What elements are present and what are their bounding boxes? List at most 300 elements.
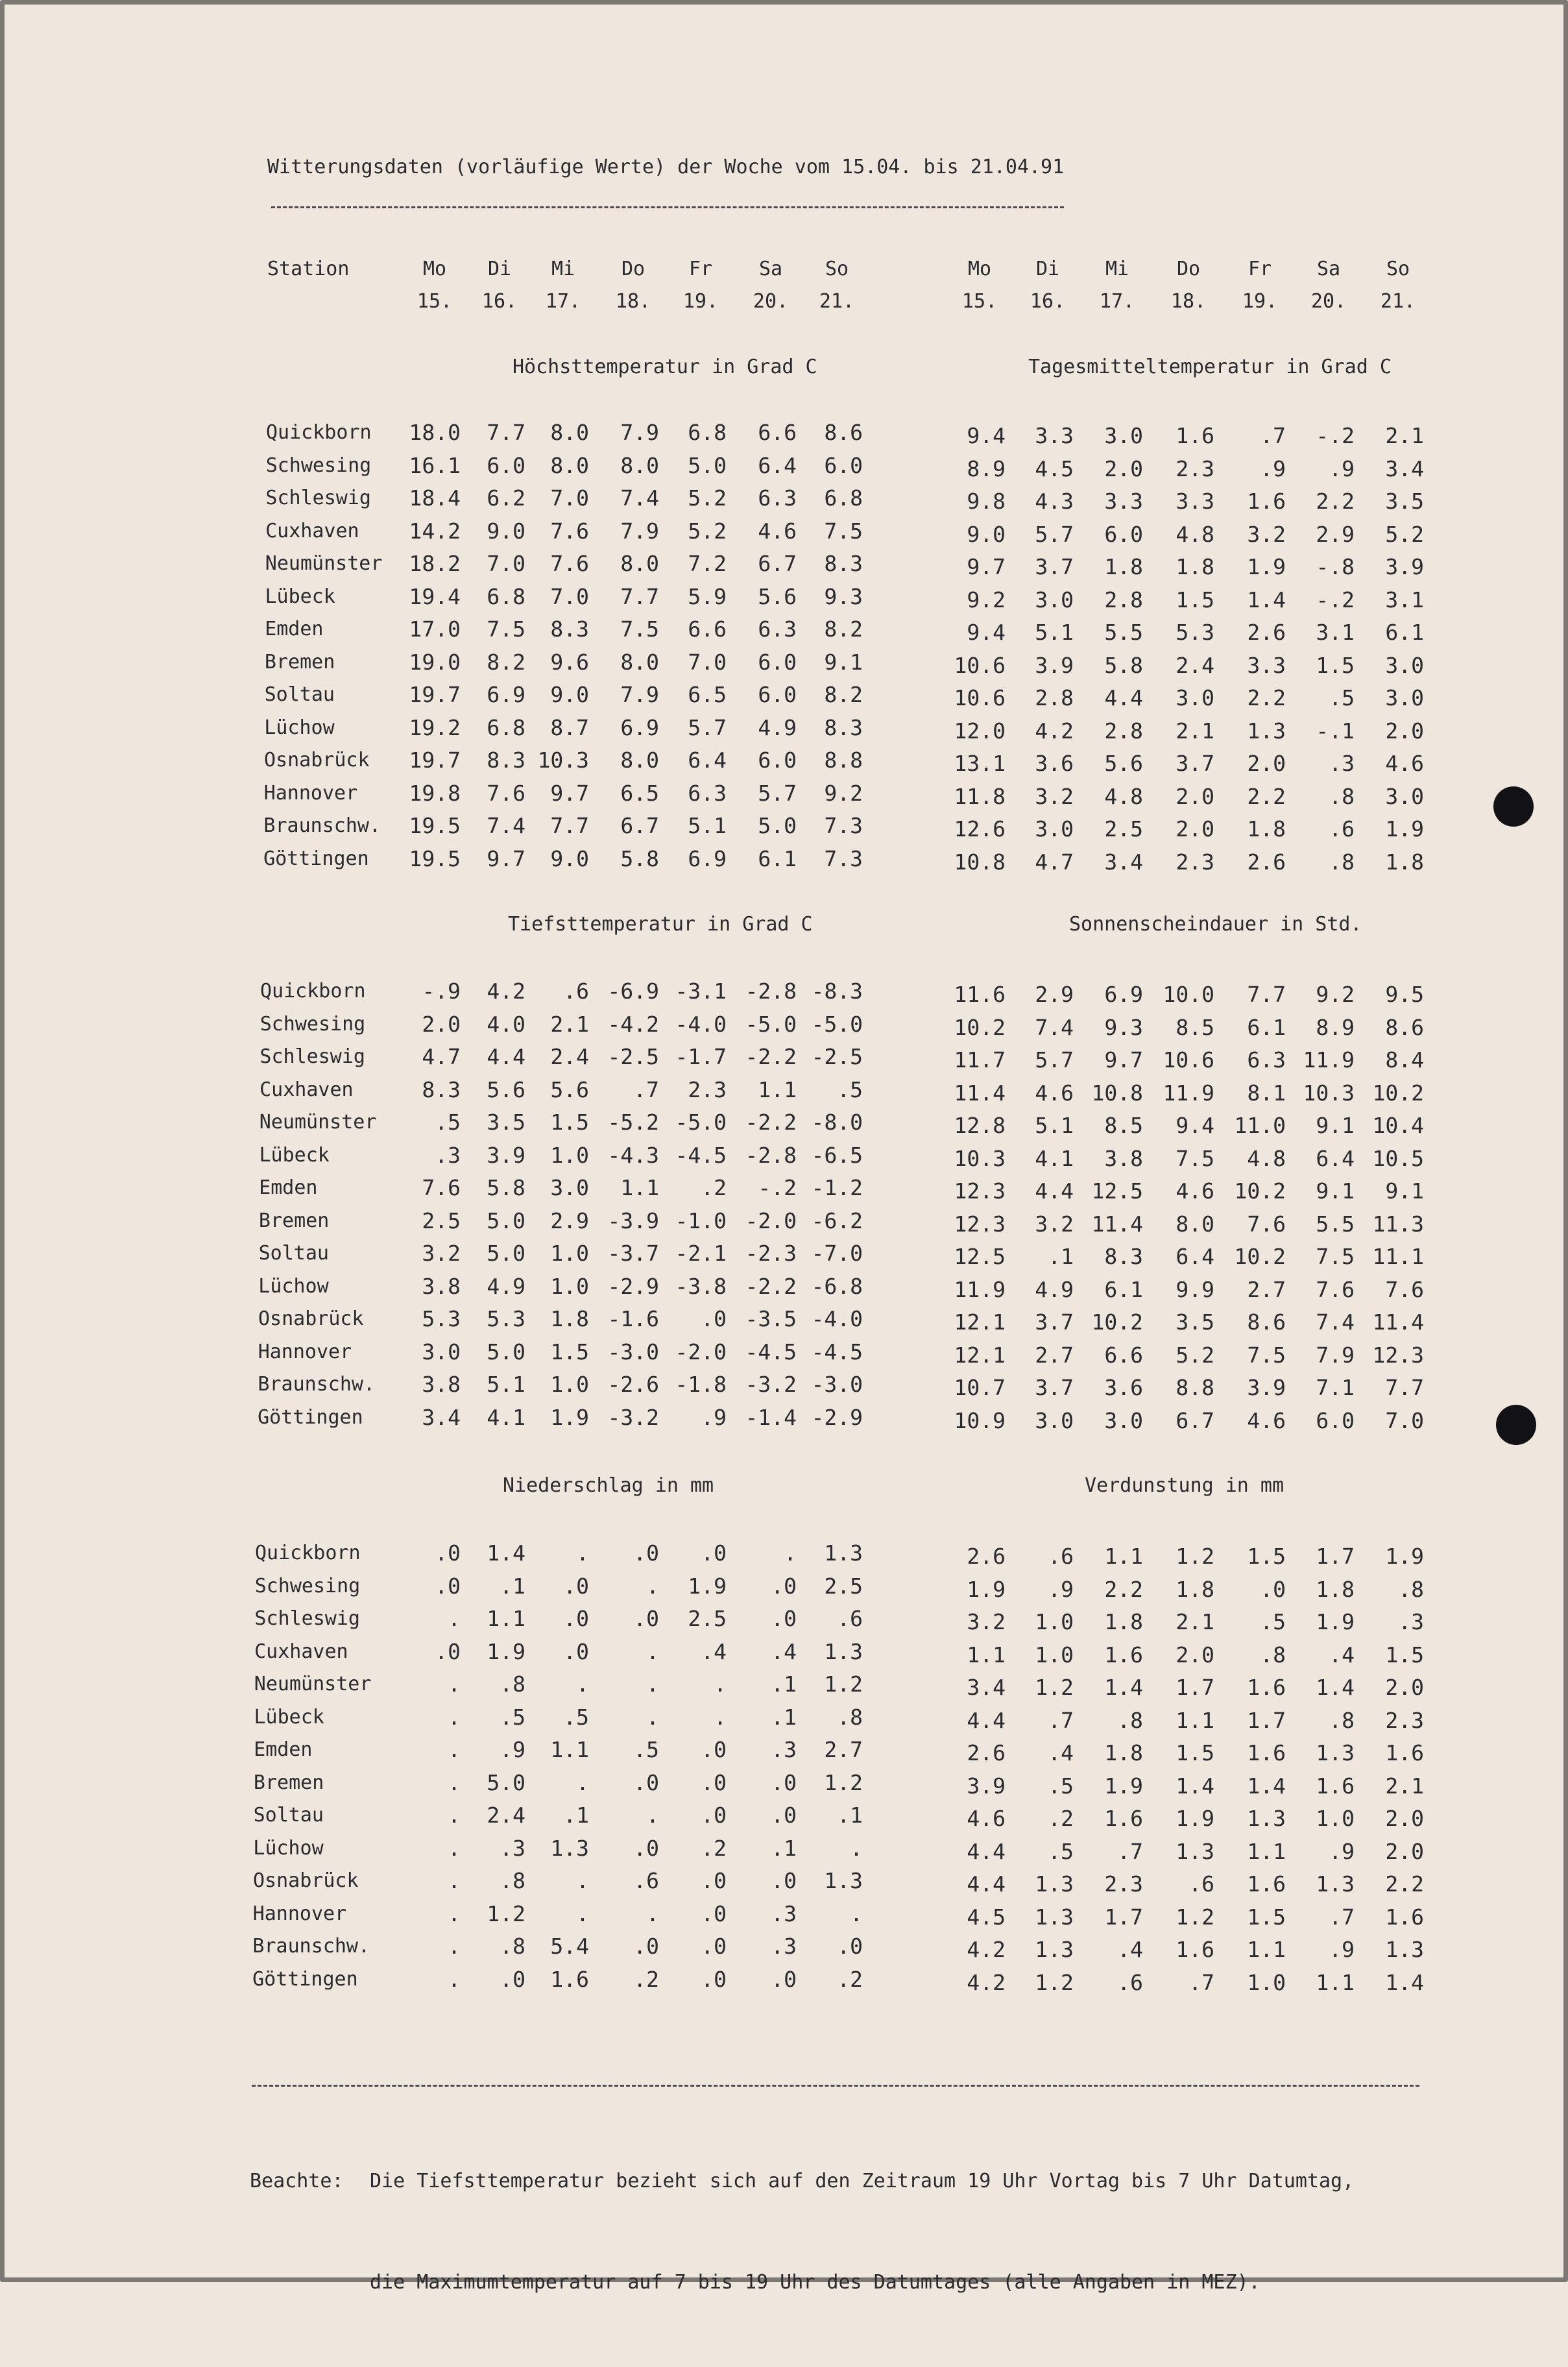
value-cell: .5 bbox=[633, 1737, 659, 1762]
value-cell: .0 bbox=[435, 1573, 461, 1599]
value-cell: 1.2 bbox=[1176, 1904, 1214, 1930]
value-cell: 3.0 bbox=[1385, 783, 1424, 809]
value-cell: 8.8 bbox=[1176, 1375, 1214, 1400]
value-cell: 8.3 bbox=[550, 616, 589, 642]
value-cell: 19.5 bbox=[409, 845, 461, 871]
value-cell: 6.4 bbox=[688, 747, 727, 773]
value-cell: 6.5 bbox=[620, 780, 659, 806]
value-cell: .2 bbox=[701, 1175, 727, 1200]
table-row bbox=[0, 1963, 1424, 1997]
value-cell: 8.0 bbox=[1176, 1211, 1214, 1237]
value-cell: .1 bbox=[1048, 1244, 1074, 1269]
value-cell: 3.8 bbox=[1104, 1145, 1143, 1171]
table-row bbox=[0, 646, 1424, 679]
value-cell: 1.6 bbox=[1247, 1740, 1286, 1766]
station-name: Cuxhaven bbox=[254, 1640, 348, 1663]
table-row bbox=[0, 1570, 1424, 1603]
value-cell: -6.2 bbox=[811, 1208, 863, 1233]
value-cell: -2.1 bbox=[675, 1241, 727, 1266]
value-cell: 7.7 bbox=[1385, 1375, 1424, 1400]
value-cell: 10.6 bbox=[954, 652, 1006, 678]
value-cell: 7.3 bbox=[824, 813, 863, 838]
date-header: 17. bbox=[1099, 290, 1135, 313]
value-cell: 2.4 bbox=[1176, 652, 1214, 678]
value-cell: 4.6 bbox=[1247, 1407, 1286, 1433]
value-cell: 2.0 bbox=[422, 1011, 461, 1037]
station-name: Soltau bbox=[258, 1242, 329, 1265]
value-cell: 2.6 bbox=[967, 1544, 1006, 1569]
value-cell: 3.2 bbox=[422, 1241, 461, 1266]
station-name: Osnabrück bbox=[253, 1869, 359, 1892]
value-cell: 12.5 bbox=[1091, 1178, 1143, 1204]
value-cell: .8 bbox=[500, 1868, 525, 1893]
value-cell: .5 bbox=[1260, 1609, 1286, 1634]
value-cell: 1.9 bbox=[1176, 1806, 1214, 1831]
value-cell: 3.5 bbox=[1176, 1309, 1214, 1335]
value-cell: 7.0 bbox=[550, 485, 589, 511]
value-cell: 7.4 bbox=[1035, 1014, 1074, 1040]
value-cell: 10.5 bbox=[1372, 1145, 1424, 1171]
station-name: Emden bbox=[265, 618, 324, 640]
value-cell: 4.6 bbox=[967, 1806, 1006, 1831]
value-cell: 2.6 bbox=[1247, 849, 1286, 875]
value-cell: 1.6 bbox=[1316, 1773, 1355, 1799]
value-cell: 3.0 bbox=[550, 1175, 589, 1200]
day-header: Do bbox=[621, 258, 645, 280]
station-name: Neumünster bbox=[259, 1111, 377, 1134]
value-cell: 3.0 bbox=[1035, 587, 1074, 613]
value-cell: 11.9 bbox=[1163, 1080, 1214, 1106]
value-cell: 3.7 bbox=[1035, 1309, 1074, 1335]
value-cell: .0 bbox=[771, 1769, 797, 1795]
value-cell: 3.6 bbox=[1035, 751, 1074, 776]
value-cell: -3.2 bbox=[607, 1404, 659, 1430]
value-cell: 5.7 bbox=[1035, 521, 1074, 547]
value-cell: 9.4 bbox=[967, 620, 1006, 645]
value-cell: .0 bbox=[701, 1934, 727, 1959]
value-cell: 1.9 bbox=[550, 1404, 589, 1430]
station-name: Braunschw. bbox=[258, 1373, 376, 1396]
value-cell: 10.7 bbox=[954, 1375, 1006, 1400]
value-cell: .7 bbox=[1260, 423, 1286, 448]
station-name: Quickborn bbox=[255, 1542, 361, 1564]
value-cell: 18.0 bbox=[409, 420, 461, 445]
footnote bbox=[250, 2097, 1354, 2367]
value-cell: 3.5 bbox=[487, 1110, 525, 1135]
value-cell: 4.3 bbox=[1035, 489, 1074, 514]
station-name: Lüchow bbox=[253, 1836, 324, 1860]
date-header: 15. bbox=[416, 290, 453, 313]
section-title-right: Tagesmitteltemperatur in Grad C bbox=[1028, 356, 1392, 378]
station-name: Braunschw. bbox=[252, 1935, 370, 1958]
value-cell: .0 bbox=[500, 1966, 525, 1992]
value-cell: 4.4 bbox=[487, 1044, 525, 1069]
table-row bbox=[0, 1368, 1424, 1402]
value-cell: 14.2 bbox=[409, 518, 461, 544]
value-cell: 1.5 bbox=[550, 1339, 589, 1365]
table-row bbox=[0, 1603, 1424, 1636]
value-cell: 6.2 bbox=[487, 485, 525, 511]
value-cell: . bbox=[714, 1704, 727, 1730]
value-cell: 1.2 bbox=[824, 1671, 863, 1697]
section-table bbox=[0, 975, 1424, 1434]
value-cell: 3.4 bbox=[1104, 849, 1143, 875]
value-cell: .2 bbox=[633, 1966, 659, 1992]
value-cell: -3.0 bbox=[607, 1339, 659, 1365]
value-cell: 2.1 bbox=[550, 1011, 589, 1037]
table-row bbox=[0, 1237, 1424, 1270]
value-cell: 5.7 bbox=[688, 714, 727, 740]
value-cell: 10.2 bbox=[1091, 1309, 1143, 1335]
value-cell: .6 bbox=[563, 978, 589, 1004]
value-cell: 7.9 bbox=[620, 420, 659, 445]
value-cell: 2.1 bbox=[1176, 1609, 1214, 1634]
value-cell: 3.0 bbox=[1035, 1407, 1074, 1433]
value-cell: .7 bbox=[1188, 1969, 1214, 1995]
section-title-right: Verdunstung in mm bbox=[1085, 1474, 1285, 1497]
value-cell: 5.0 bbox=[487, 1769, 525, 1795]
value-cell: 2.3 bbox=[1104, 1871, 1143, 1897]
value-cell: 3.3 bbox=[1247, 652, 1286, 678]
value-cell: .0 bbox=[1260, 1576, 1286, 1602]
value-cell: 3.3 bbox=[1176, 489, 1214, 514]
value-cell: 1.3 bbox=[824, 1868, 863, 1893]
table-row bbox=[0, 482, 1424, 515]
value-cell: 5.0 bbox=[487, 1208, 525, 1233]
value-cell: 10.6 bbox=[1163, 1047, 1214, 1073]
value-cell: -1.6 bbox=[607, 1306, 659, 1331]
value-cell: 9.1 bbox=[1316, 1113, 1355, 1138]
value-cell: 6.6 bbox=[688, 616, 727, 642]
table-row bbox=[0, 1668, 1424, 1701]
value-cell: 1.3 bbox=[1247, 718, 1286, 744]
value-cell: 1.0 bbox=[550, 1273, 589, 1299]
value-cell: 19.7 bbox=[409, 747, 461, 773]
value-cell: 9.5 bbox=[1385, 982, 1424, 1007]
value-cell: 2.8 bbox=[1104, 718, 1143, 744]
value-cell: 1.3 bbox=[824, 1540, 863, 1566]
value-cell: 2.9 bbox=[1035, 982, 1074, 1007]
value-cell: 6.0 bbox=[1316, 1407, 1355, 1433]
value-cell: .2 bbox=[701, 1835, 727, 1861]
value-cell: 6.1 bbox=[1385, 620, 1424, 645]
date-header: 20. bbox=[753, 290, 789, 313]
value-cell: -3.7 bbox=[607, 1241, 659, 1266]
table-row bbox=[0, 1799, 1424, 1832]
value-cell: 2.7 bbox=[1247, 1276, 1286, 1302]
value-cell: 8.3 bbox=[824, 714, 863, 740]
value-cell: 2.0 bbox=[1385, 718, 1424, 744]
day-header: Mi bbox=[1105, 258, 1129, 280]
value-cell: 7.4 bbox=[1316, 1309, 1355, 1335]
value-cell: 19.8 bbox=[409, 780, 461, 806]
value-cell: 2.5 bbox=[824, 1573, 863, 1599]
value-cell: . bbox=[448, 1803, 461, 1828]
value-cell: 1.1 bbox=[487, 1606, 525, 1631]
value-cell: 5.4 bbox=[550, 1934, 589, 1959]
station-name: Cuxhaven bbox=[259, 1078, 354, 1101]
value-cell: 6.0 bbox=[487, 452, 525, 478]
value-cell: 10.2 bbox=[1372, 1080, 1424, 1106]
value-cell: 7.6 bbox=[1385, 1276, 1424, 1302]
value-cell: 11.4 bbox=[1372, 1309, 1424, 1335]
value-cell: 10.0 bbox=[1163, 982, 1214, 1007]
value-cell: 10.3 bbox=[1303, 1080, 1355, 1106]
value-cell: 10.9 bbox=[954, 1407, 1006, 1433]
value-cell: 1.6 bbox=[1385, 1904, 1424, 1930]
value-cell: .3 bbox=[1398, 1609, 1424, 1634]
station-name: Schleswig bbox=[265, 487, 371, 509]
value-cell: 2.0 bbox=[1385, 1806, 1424, 1831]
value-cell: -5.0 bbox=[811, 1011, 863, 1037]
value-cell: 9.1 bbox=[1316, 1178, 1355, 1204]
value-cell: .5 bbox=[500, 1704, 525, 1730]
section-table bbox=[0, 417, 1424, 875]
value-cell: . bbox=[448, 1900, 461, 1926]
value-cell: 11.6 bbox=[954, 982, 1006, 1007]
value-cell: .0 bbox=[837, 1934, 863, 1959]
value-cell: 8.5 bbox=[1176, 1014, 1214, 1040]
table-row bbox=[0, 744, 1424, 777]
value-cell: 4.7 bbox=[422, 1044, 461, 1069]
station-name: Soltau bbox=[253, 1804, 324, 1827]
footer-rule bbox=[252, 2085, 1419, 2087]
value-cell: 2.2 bbox=[1247, 685, 1286, 710]
value-cell: 1.6 bbox=[550, 1966, 589, 1992]
value-cell: 9.0 bbox=[550, 845, 589, 871]
value-cell: -3.1 bbox=[675, 978, 727, 1004]
value-cell: 6.6 bbox=[758, 420, 797, 445]
value-cell: 1.2 bbox=[1035, 1969, 1074, 1995]
value-cell: 7.3 bbox=[824, 845, 863, 871]
value-cell: 5.6 bbox=[487, 1076, 525, 1102]
value-cell: 1.8 bbox=[1247, 816, 1286, 842]
value-cell: 2.4 bbox=[550, 1044, 589, 1069]
station-name: Osnabrück bbox=[258, 1307, 364, 1330]
value-cell: 1.9 bbox=[1247, 554, 1286, 579]
value-cell: -1.4 bbox=[745, 1404, 797, 1430]
value-cell: 5.2 bbox=[688, 485, 727, 511]
value-cell: 2.1 bbox=[1385, 423, 1424, 448]
value-cell: 8.0 bbox=[620, 649, 659, 675]
value-cell: 19.0 bbox=[409, 649, 461, 675]
station-name: Emden bbox=[254, 1738, 313, 1761]
value-cell: 3.8 bbox=[422, 1372, 461, 1397]
value-cell: 1.8 bbox=[1385, 849, 1424, 875]
station-name: Schleswig bbox=[254, 1607, 360, 1630]
value-cell: 3.1 bbox=[1316, 620, 1355, 645]
value-cell: 1.0 bbox=[1035, 1642, 1074, 1668]
value-cell: 11.4 bbox=[954, 1080, 1006, 1106]
value-cell: 7.1 bbox=[1316, 1375, 1355, 1400]
value-cell: 1.1 bbox=[1316, 1969, 1355, 1995]
value-cell: 9.7 bbox=[1104, 1047, 1143, 1073]
date-header: 21. bbox=[819, 290, 855, 313]
date-header: 21. bbox=[1380, 290, 1416, 313]
value-cell: 6.6 bbox=[1104, 1342, 1143, 1368]
value-cell: 5.6 bbox=[758, 583, 797, 609]
value-cell: 3.2 bbox=[1035, 1211, 1074, 1237]
value-cell: 7.6 bbox=[550, 551, 589, 576]
value-cell: .5 bbox=[1048, 1838, 1074, 1864]
value-cell: 12.5 bbox=[954, 1244, 1006, 1269]
table-row bbox=[0, 712, 1424, 745]
station-name: Braunschw. bbox=[263, 814, 381, 837]
value-cell: 6.8 bbox=[824, 485, 863, 511]
value-cell: 1.1 bbox=[967, 1642, 1006, 1668]
value-cell: 1.8 bbox=[550, 1306, 589, 1331]
value-cell: .6 bbox=[837, 1606, 863, 1631]
value-cell: -.8 bbox=[1316, 554, 1355, 579]
value-cell: . bbox=[448, 1835, 461, 1861]
value-cell: .0 bbox=[633, 1934, 659, 1959]
station-name: Schwesing bbox=[254, 1574, 361, 1597]
value-cell: 8.9 bbox=[1316, 1014, 1355, 1040]
value-cell: 1.3 bbox=[1176, 1838, 1214, 1864]
day-header: Sa bbox=[1316, 258, 1341, 280]
value-cell: 1.9 bbox=[1385, 1544, 1424, 1569]
value-cell: 1.7 bbox=[1247, 1707, 1286, 1733]
value-cell: .8 bbox=[500, 1671, 525, 1697]
value-cell: -2.2 bbox=[745, 1044, 797, 1069]
value-cell: .0 bbox=[701, 1540, 727, 1566]
value-cell: 1.7 bbox=[1176, 1675, 1214, 1700]
table-row bbox=[0, 810, 1424, 843]
footnote-line-2: die Maximumtemperatur auf 7 bis 19 Uhr des Datumtages (alle Angaben in MEZ). bbox=[370, 2271, 1260, 2294]
value-cell: 4.8 bbox=[1104, 783, 1143, 809]
station-header: Station bbox=[267, 258, 350, 280]
footnote-line-1: Die Tiefsttemperatur bezieht sich auf den Zeitraum 19 Uhr Vortag bis 7 Uhr Datumtag, bbox=[370, 2170, 1355, 2192]
value-cell: . bbox=[448, 1704, 461, 1730]
value-cell: 3.0 bbox=[1104, 423, 1143, 448]
value-cell: 6.9 bbox=[688, 845, 727, 871]
value-cell: 12.3 bbox=[954, 1178, 1006, 1204]
value-cell: 8.0 bbox=[550, 452, 589, 478]
value-cell: . bbox=[784, 1540, 797, 1566]
station-name: Bremen bbox=[253, 1771, 324, 1794]
value-cell: 9.6 bbox=[550, 649, 589, 675]
table-row bbox=[0, 1205, 1424, 1238]
value-cell: 18.4 bbox=[409, 485, 461, 511]
value-cell: 12.8 bbox=[954, 1113, 1006, 1138]
value-cell: 9.2 bbox=[967, 587, 1006, 613]
value-cell: 2.6 bbox=[1247, 620, 1286, 645]
value-cell: .9 bbox=[1329, 1937, 1355, 1962]
value-cell: 1.8 bbox=[1104, 1609, 1143, 1634]
value-cell: -4.5 bbox=[811, 1339, 863, 1365]
value-cell: 2.0 bbox=[1247, 751, 1286, 776]
date-header: 16. bbox=[481, 290, 518, 313]
table-row bbox=[0, 1139, 1424, 1172]
value-cell: 3.9 bbox=[1035, 652, 1074, 678]
value-cell: 6.0 bbox=[758, 649, 797, 675]
value-cell: 8.7 bbox=[550, 714, 589, 740]
value-cell: 8.5 bbox=[1104, 1113, 1143, 1138]
value-cell: .9 bbox=[1260, 455, 1286, 481]
value-cell: 8.3 bbox=[422, 1076, 461, 1102]
value-cell: -3.8 bbox=[675, 1273, 727, 1299]
value-cell: .6 bbox=[1329, 816, 1355, 842]
value-cell: 17.0 bbox=[409, 616, 461, 642]
value-cell: 4.7 bbox=[1035, 849, 1074, 875]
value-cell: 2.5 bbox=[422, 1208, 461, 1233]
value-cell: . bbox=[448, 1966, 461, 1992]
station-name: Lübeck bbox=[265, 585, 335, 608]
value-cell: 10.3 bbox=[954, 1145, 1006, 1171]
value-cell: 8.0 bbox=[620, 452, 659, 478]
value-cell: 1.5 bbox=[1176, 1740, 1214, 1766]
value-cell: 6.0 bbox=[758, 747, 797, 773]
value-cell: 1.5 bbox=[1247, 1904, 1286, 1930]
date-header: 18. bbox=[1170, 290, 1207, 313]
value-cell: . bbox=[646, 1803, 659, 1828]
value-cell: 1.7 bbox=[1104, 1904, 1143, 1930]
value-cell: 5.0 bbox=[487, 1339, 525, 1365]
value-cell: .0 bbox=[701, 1306, 727, 1331]
value-cell: 5.1 bbox=[487, 1372, 525, 1397]
value-cell: 4.5 bbox=[967, 1904, 1006, 1930]
date-header: 15. bbox=[961, 290, 998, 313]
value-cell: 4.4 bbox=[1104, 685, 1143, 710]
value-cell: 9.4 bbox=[1176, 1113, 1214, 1138]
value-cell: .1 bbox=[837, 1803, 863, 1828]
value-cell: 4.5 bbox=[1035, 455, 1074, 481]
station-name: Soltau bbox=[264, 683, 335, 706]
day-header: So bbox=[825, 258, 849, 280]
value-cell: . bbox=[850, 1835, 863, 1861]
value-cell: 6.1 bbox=[758, 845, 797, 871]
value-cell: .5 bbox=[435, 1110, 461, 1135]
value-cell: .4 bbox=[701, 1638, 727, 1664]
value-cell: 1.4 bbox=[1247, 1773, 1286, 1799]
value-cell: .1 bbox=[771, 1671, 797, 1697]
value-cell: .3 bbox=[771, 1900, 797, 1926]
value-cell: 2.7 bbox=[1035, 1342, 1074, 1368]
value-cell: 4.8 bbox=[1176, 521, 1214, 547]
value-cell: 2.0 bbox=[1176, 816, 1214, 842]
value-cell: 5.2 bbox=[1176, 1342, 1214, 1368]
station-name: Quickborn bbox=[266, 421, 372, 444]
value-cell: 3.2 bbox=[1247, 521, 1286, 547]
value-cell: 10.4 bbox=[1372, 1113, 1424, 1138]
value-cell: 3.4 bbox=[422, 1404, 461, 1430]
value-cell: 9.8 bbox=[967, 489, 1006, 514]
value-cell: 1.1 bbox=[1176, 1707, 1214, 1733]
value-cell: 1.1 bbox=[550, 1737, 589, 1762]
station-name: Neumünster bbox=[254, 1673, 372, 1695]
value-cell: 1.5 bbox=[1247, 1544, 1286, 1569]
value-cell: . bbox=[448, 1671, 461, 1697]
value-cell: 1.8 bbox=[1176, 554, 1214, 579]
section-title-left: Tiefsttemperatur in Grad C bbox=[508, 913, 813, 936]
value-cell: .8 bbox=[1117, 1707, 1143, 1733]
value-cell: -2.8 bbox=[745, 1142, 797, 1168]
value-cell: 4.9 bbox=[487, 1273, 525, 1299]
value-cell: 8.6 bbox=[1385, 1014, 1424, 1040]
value-cell: . bbox=[646, 1638, 659, 1664]
value-cell: .0 bbox=[771, 1868, 797, 1893]
value-cell: .9 bbox=[1048, 1576, 1074, 1602]
value-cell: 7.9 bbox=[620, 682, 659, 707]
station-name: Göttingen bbox=[252, 1967, 358, 1991]
value-cell: 8.0 bbox=[620, 747, 659, 773]
table-row bbox=[0, 1336, 1424, 1369]
value-cell: -2.3 bbox=[745, 1241, 797, 1266]
value-cell: 5.9 bbox=[688, 583, 727, 609]
value-cell: 2.1 bbox=[1176, 718, 1214, 744]
value-cell: 19.5 bbox=[409, 813, 461, 838]
value-cell: .0 bbox=[435, 1540, 461, 1566]
